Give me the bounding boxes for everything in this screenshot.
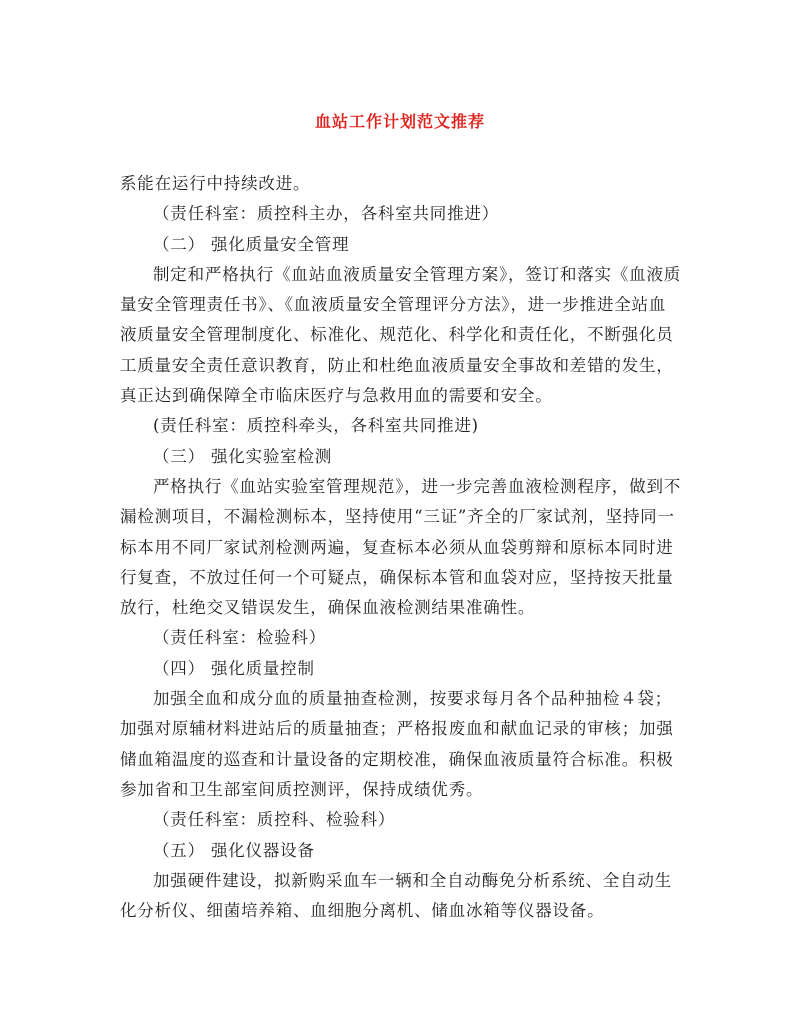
paragraph: 严格执行《血站实验室管理规范》，进一步完善血液检测程序，做到不漏检测项目，不漏检测标本，坚持使用“三证”齐全的厂家试剂，坚持同一标本用不同厂家试剂检测两遍，复查标本必须从血袋剪辩和原标本同时进行复查，不放过任何一个可疑点，确保标本管和血袋对应，坚持按天批量放行，杜绝交叉错误发生，确保血液检测结果准确性。	[120, 476, 682, 618]
section-heading: （二） 强化质量安全管理	[153, 234, 350, 254]
section-heading: （三） 强化实验室检测	[153, 446, 333, 466]
responsibility-note: (责任科室：质控科牵头，各科室共同推进)	[153, 416, 479, 436]
responsibility-note: （责任科室：质控科、检验科）	[153, 810, 396, 830]
document-body	[120, 169, 682, 926]
responsibility-note: （责任科室：检验科）	[153, 628, 326, 648]
paragraph: 加强硬件建设，拟新购采血车一辆和全自动酶免分析系统、全自动生化分析仪、细菌培养箱、血细胞分离机、储血冰箱等仪器设备。	[120, 870, 672, 921]
section-heading: （四） 强化质量控制	[153, 658, 315, 678]
paragraph-continuation: 系能在运行中持续改进。	[120, 174, 311, 193]
paragraph: 制定和严格执行《血站血液质量安全管理方案》，签订和落实《血液质量安全管理责任书》、《血液质量安全管理评分方法》，进一步推进全站血液质量安全管理制度化、标准化、规范化、科学化和责任化，不断强化员工质量安全责任意识教育，防止和杜绝血液质量安全事故和差错的发生，真正达到确保障全市临床医疗与急救用血的需要和安全。	[120, 264, 682, 406]
paragraph: 加强全血和成分血的质量抽查检测，按要求每月各个品种抽检４袋；加强对原辅材料进站后的质量抽查；严格报废血和献血记录的审核；加强储血箱温度的巡查和计量设备的定期校准，确保血液质量符合标准。积极参加省和卫生部室间质控测评，保持成绩优秀。	[120, 689, 674, 799]
document-title: 血站工作计划范文推荐	[314, 112, 485, 131]
responsibility-note: （责任科室：质控科主办，各科室共同推进）	[153, 204, 499, 224]
section-heading: （五） 强化仪器设备	[153, 840, 315, 860]
